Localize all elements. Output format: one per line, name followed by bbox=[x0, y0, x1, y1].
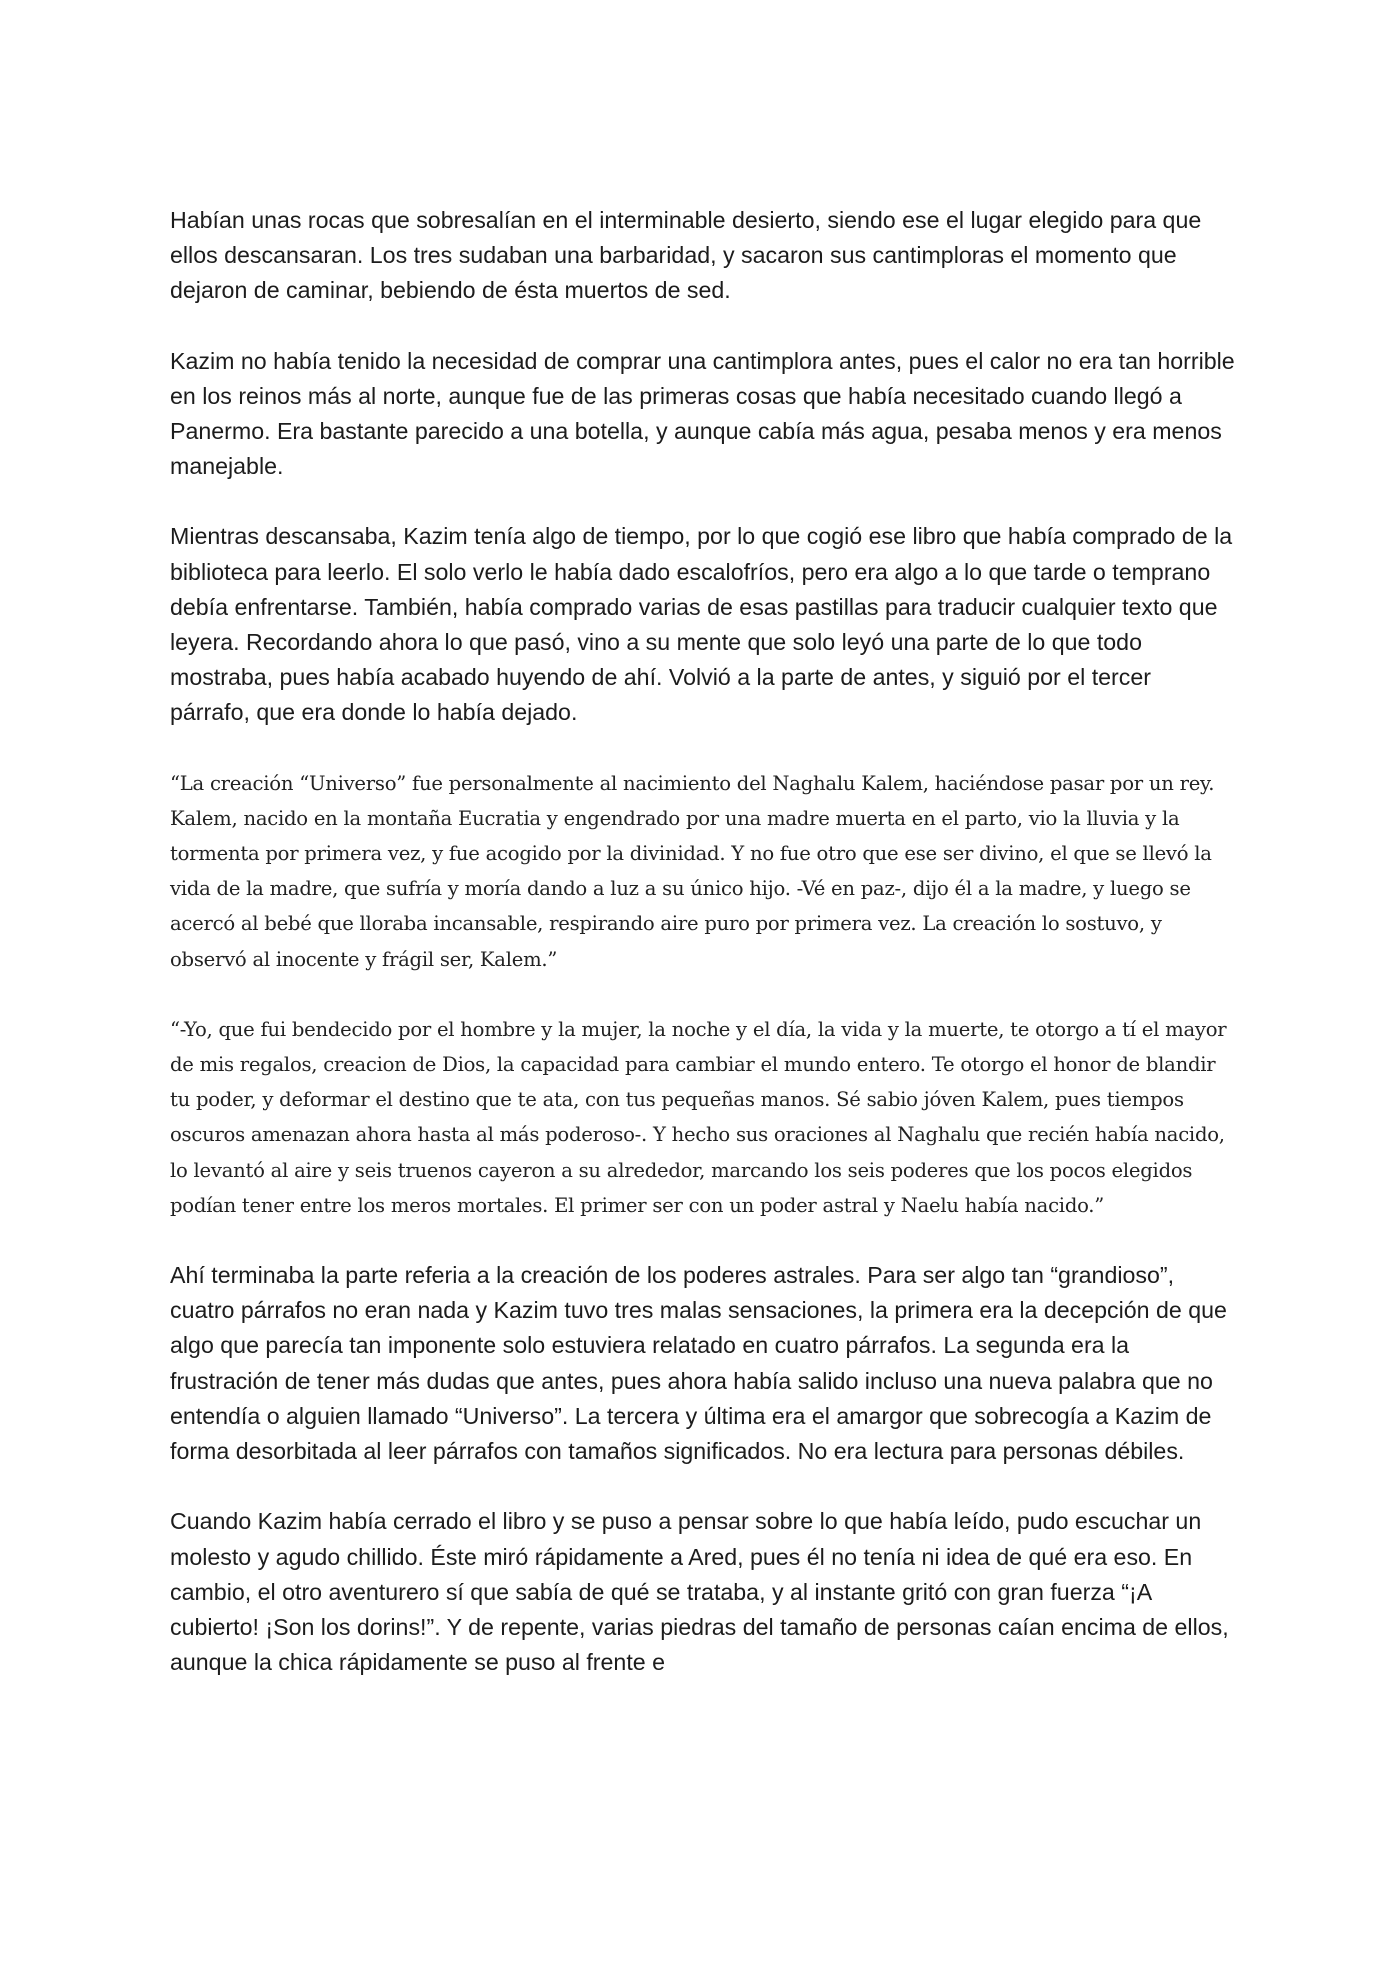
paragraph-4: Ahí terminaba la parte referia a la creación de los poderes astrales. Para ser algo tan “grandioso”, cuatro párrafos no eran nada y Kazim tuvo tres malas sensaciones, la primera era la decepción de que algo que parecía tan imponente solo estuviera relatado en cuatro párrafos. La segunda era la frustración de tener más dudas que antes, pues ahora había salido incluso una nueva palabra que no entendía o alguien llamado “Universo”. La tercera y última era el amargor que sobrecogía a Kazim de forma desorbitada al leer párrafos con tamaños significados. No era lectura para personas débiles. bbox=[170, 1262, 1227, 1465]
paragraph-2: Kazim no había tenido la necesidad de comprar una cantimplora antes, pues el calor no era tan horrible en los reinos más al norte, aunque fue de las primeras cosas que había necesitado cuando llegó a Panermo. Era bastante parecido a una botella, y aunque cabía más agua, pesaba menos y era menos manejable. bbox=[170, 347, 1235, 480]
document-body bbox=[170, 203, 1235, 1715]
quoted-paragraph-1: “La creación “Universo” fue personalmente al nacimiento del Naghalu Kalem, haciéndose pasar por un rey. Kalem, nacido en la montaña Eucratia y engendrado por una madre muerta en el parto, vio la lluvia y la tormenta por primera vez, y fue acogido por la divinidad. Y no fue otro que ese ser divino, el que se llevó la vida de la madre, que sufría y moría dando a luz a su único hijo. -Vé en paz-, dijo él a la madre, y luego se acercó al bebé que lloraba incansable, respirando aire puro por primera vez. La creación lo sostuvo, y observó al inocente y frágil ser, Kalem.” bbox=[170, 771, 1215, 971]
paragraph-3: Mientras descansaba, Kazim tenía algo de tiempo, por lo que cogió ese libro que había comprado de la biblioteca para leerlo. El solo verlo le había dado escalofríos, pero era algo a lo que tarde o temprano debía enfrentarse. También, había comprado varias de esas pastillas para traducir cualquier texto que leyera. Recordando ahora lo que pasó, vino a su mente que solo leyó una parte de lo que todo mostraba, pues había acabado huyendo de ahí. Volvió a la parte de antes, y siguió por el tercer párrafo, que era donde lo había dejado. bbox=[170, 523, 1233, 726]
quoted-paragraph-2: “-Yo, que fui bendecido por el hombre y la mujer, la noche y el día, la vida y la muerte, te otorgo a tí el mayor de mis regalos, creacion de Dios, la capacidad para cambiar el mundo entero. Te otorgo el honor de blandir tu poder, y deformar el destino que te ata, con tus pequeñas manos. Sé sabio jóven Kalem, pues tiempos oscuros amenazan ahora hasta al más poderoso-. Y hecho sus oraciones al Naghalu que recién había nacido, lo levantó al aire y seis truenos cayeron a su alrededor, marcando los seis poderes que los pocos elegidos podían tener entre los meros mortales. El primer ser con un poder astral y Naelu había nacido.” bbox=[170, 1017, 1227, 1217]
paragraph-5: Cuando Kazim había cerrado el libro y se puso a pensar sobre lo que había leído, pudo escuchar un molesto y agudo chillido. Éste miró rápidamente a Ared, pues él no tenía ni idea de qué era eso. En cambio, el otro aventurero sí que sabía de qué se trataba, y al instante gritó con gran fuerza “¡A cubierto! ¡Son los dorins!”. Y de repente, varias piedras del tamaño de personas caían encima de ellos, aunque la chica rápidamente se puso al frente e bbox=[170, 1508, 1229, 1676]
paragraph-1: Habían unas rocas que sobresalían en el interminable desierto, siendo ese el lugar elegido para que ellos descansaran. Los tres sudaban una barbaridad, y sacaron sus cantimploras el momento que dejaron de caminar, bebiendo de ésta muertos de sed. bbox=[170, 207, 1202, 304]
